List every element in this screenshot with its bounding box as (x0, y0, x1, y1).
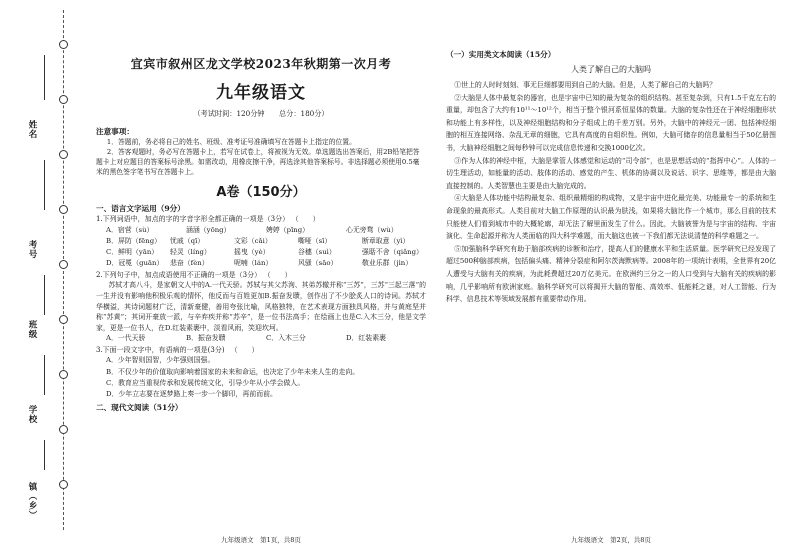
notes-title: 注意事项： (96, 127, 134, 136)
exam-number-write-line[interactable] (44, 160, 45, 210)
question-3 (96, 345, 426, 356)
school-write-line[interactable] (44, 355, 45, 395)
binding-hole (59, 480, 68, 489)
section-heading: 二、现代文阅读（51分） (96, 403, 183, 413)
page-footer: 九年级语文 第1页，共8页 (221, 536, 301, 544)
article-paragraph: ②大脑是人体中最复杂的器官，也是宇宙中已知的最为复杂的组织结构。甚至复杂到，只有1.5千克左右的重量，却包含了大约有10¹¹～10¹²个，相当于整个银河系恒星体的数量。大脑的复杂性还在于神经细胞形状和功能上有多样性，以及神经细胞结构和分子组成上的千差万别。另外，大脑中的神经元一团、包括神经细胞的相互连接网络、杂乱无章的细胞，它具有高度的自组织性。例如，大脑可储存的信息量相当于50亿册图书，大脑神经细胞之间每秒钟可以完成信息传递和交换1000亿次。 (446, 93, 776, 152)
binding-hole (59, 260, 68, 269)
q1-option: 谷穗（suì） (298, 248, 336, 257)
answer-paren: （ ） (295, 215, 320, 223)
binding-label-school: 学校 (27, 405, 37, 424)
name-write-line[interactable] (44, 55, 45, 100)
binding-margin (0, 0, 84, 550)
note-item: 1．答题前，务必将自己的姓名、班级、准考证号准确填写在答题卡上指定的位置。 (106, 138, 356, 146)
page-footer: 九年级语文 第2页，共8页 (571, 536, 651, 544)
q1-option: 轻灵（líng） (170, 248, 211, 257)
article-paragraph: ①世上的人时时刻刻、事无巨细都要用到自己的大脑。但是，人类了解自己的大脑吗？ (454, 81, 717, 89)
q1-option: 忧戚（qī） (170, 237, 205, 245)
q1-option: A．宿营（sù） (106, 225, 154, 234)
q1-option-row (96, 225, 426, 236)
q1-option: 嘶哑（sī） (298, 237, 332, 245)
q1-option: 敬业乐群（jìn） (362, 259, 413, 268)
question-3-stem: 3.下面一段文字中，有语病的一项是(3分) (96, 345, 225, 354)
town-write-line[interactable] (44, 440, 45, 470)
q1-option-row (96, 247, 426, 258)
article-title: 人类了解自己的大脑吗 (571, 65, 651, 74)
q1-option: 心无旁骛（wù） (346, 225, 398, 234)
binding-hole (59, 95, 68, 104)
binding-label-name: 姓名 (27, 120, 37, 139)
q1-option-row (96, 236, 426, 247)
q1-option: 涵涵（yōng） (186, 225, 231, 234)
q3-option: B．不仅少年的价值取向影响着国家的未来和命运，也决定了少年未来人生的走向。 (106, 367, 360, 376)
question-2 (96, 270, 426, 281)
binding-label-exam-number: 考号 (27, 240, 37, 259)
q2-option: D．红装素裹 (346, 334, 386, 343)
q3-option: D．少年立志要在逐梦路上奏一步一个脚印，再前而前。 (106, 389, 277, 398)
question-1 (96, 214, 426, 225)
q1-option: 文彩（cǎi） (234, 237, 272, 245)
question-2-stem: 2.下列句子中，加点成语使用不正确的一项是（3分） (96, 270, 262, 279)
binding-hole (59, 425, 68, 434)
binding-dashed-line (63, 10, 64, 530)
note-item: 2．答客观题时，务必写在答题卡上，若写在试卷上，将被视为无效。单选题选出答案后，用2B铅笔把答题卡上对应题目的答案标号涂黑。如需改动，用橡皮擦干净，再选涂其他答案标号。非选择题必须使用0.5毫米的黑色签字笔书写在答题卡上。 (96, 148, 420, 176)
binding-hole (59, 150, 68, 159)
q2-option-row (96, 333, 426, 344)
q1-option: 风骚（sāo） (298, 259, 338, 268)
article-paragraph: ③作为人体的神经中枢，大脑是掌管人体感觉和运动的“司令部”，也是思想活动的“指挥中心”。人体的一切生理活动，如能量的活动、肢体的活动、感觉的产生、机体的协调以及说话、识字、思维等，都是由大脑直接控制的。人类智慧也主要是由大脑完成的。 (446, 156, 776, 190)
binding-hole (59, 40, 68, 49)
q1-option: D．冠冕（guān） (106, 259, 164, 268)
section-heading: （一）实用类文本阅读（15分） (446, 50, 556, 59)
page-1 (96, 0, 426, 550)
binding-hole (59, 370, 68, 379)
volume-title: A卷（150分） (216, 185, 306, 200)
class-write-line[interactable] (44, 275, 45, 315)
binding-label-town: 镇（乡） (27, 482, 37, 520)
q1-option: 娉婷（pīng） (266, 225, 310, 234)
q2-option: C．入木三分 (266, 334, 306, 343)
section-heading: 一、语言文字运用（9分） (96, 204, 185, 213)
question-1-stem: 1.下列词语中，加点的字的字音字形全都正确的一项是（3分） (96, 215, 290, 223)
q1-option-row (96, 258, 426, 269)
q3-option: A．少年智则国智，少年强则国强。 (106, 356, 215, 365)
article-paragraph: ④大脑是人体功能中结构最复杂、组织最精细的构成物，又是宇宙中进化最完美、功能最专一的系统和生命现象的最高形式。人类目前对大脑工作原理的认识最为肤浅，如果将大脑比作一个城市，那么目前的技术只能使人们看到城市中的大概轮廓，却无法了解里面发生了什么。因此，大脑被誉为是与宇宙的结构、宇宙演化、生命起源并称为人类面临的四大科学难题，而大脑这也被一下我们都无法说清楚的科学难题之一。 (446, 194, 776, 241)
q1-option: 断章取意（yì） (362, 237, 410, 245)
article-paragraph: ⑤加强脑科学研究有助于脑部疾病的诊断和治疗，提高人们的健康水平和生活质量。医学研究已经发现了超过500种脑部疾病，包括偏头痛、精神分裂症和阿尔茨海默病等。2008年的一项统计表明，全世界有20亿人遭受与大脑有关的疾病，为此耗费超过20万亿美元。在欧洲约三分之一的人口受到与大脑有关的疾病的影响，几乎影响所有欧洲家庭。脑科学研究可以将揭开大脑的智能、高效率、低能耗之谜，对人工智能、行为科学、信息技术等领域发展都有重要带动作用。 (446, 244, 776, 304)
q1-option: 摇曳（yè） (234, 248, 270, 257)
answer-paren: （ ） (230, 345, 259, 354)
exam-info: （考试时间：120分钟 总分：180分） (193, 109, 329, 118)
binding-label-class: 班级 (27, 320, 37, 339)
q1-option: 呢喃（lán） (234, 259, 273, 268)
binding-hole (59, 205, 68, 214)
answer-paren: （ ） (267, 270, 292, 279)
q1-option: 悲奋（fèn） (170, 259, 209, 268)
q3-option: C．教育应当重视传承和发展传统文化，引导少年从小学会做人。 (106, 378, 305, 387)
q1-option: C．鲜明（yān） (106, 248, 159, 257)
q1-option: 强聒不舍（qiǎng） (362, 248, 423, 257)
subject-title: 九年级语文 (216, 83, 306, 103)
q2-option: B．振奋发聩 (186, 334, 226, 343)
school-exam-title: 宜宾市叙州区龙文学校2023年秋期第一次月考 (130, 57, 392, 71)
question-2-passage: 苏轼才高八斗，是家朝文人中的A.一代天骄。苏轼与其父苏洵、其弟苏辙并称“三苏”，三苏“三起三落”的一生并没有影响他积极乐观的情怀，他反而与百姓更加B.振奋发聩，创作出了不少脍炙人口的诗词。苏轼才华横溢，其诗词题材广泛，清新豪健，善用夸张比喻，风格独特，在艺术表现方面独具风格，并与黄庭坚并称“苏黄”；其词开豪放一派，与辛弃疾并称“苏辛”，是一位书法高手；在绘画上也是C.入木三分，他是文学家，更是一位书人，在D.红装素裹中，淡看风雨，笑迎坎坷。 (96, 281, 426, 332)
q2-option: A．一代天骄 (106, 334, 146, 343)
binding-hole (59, 315, 68, 324)
page-2 (446, 0, 776, 550)
q1-option: B．屏防（fēng） (106, 237, 161, 245)
